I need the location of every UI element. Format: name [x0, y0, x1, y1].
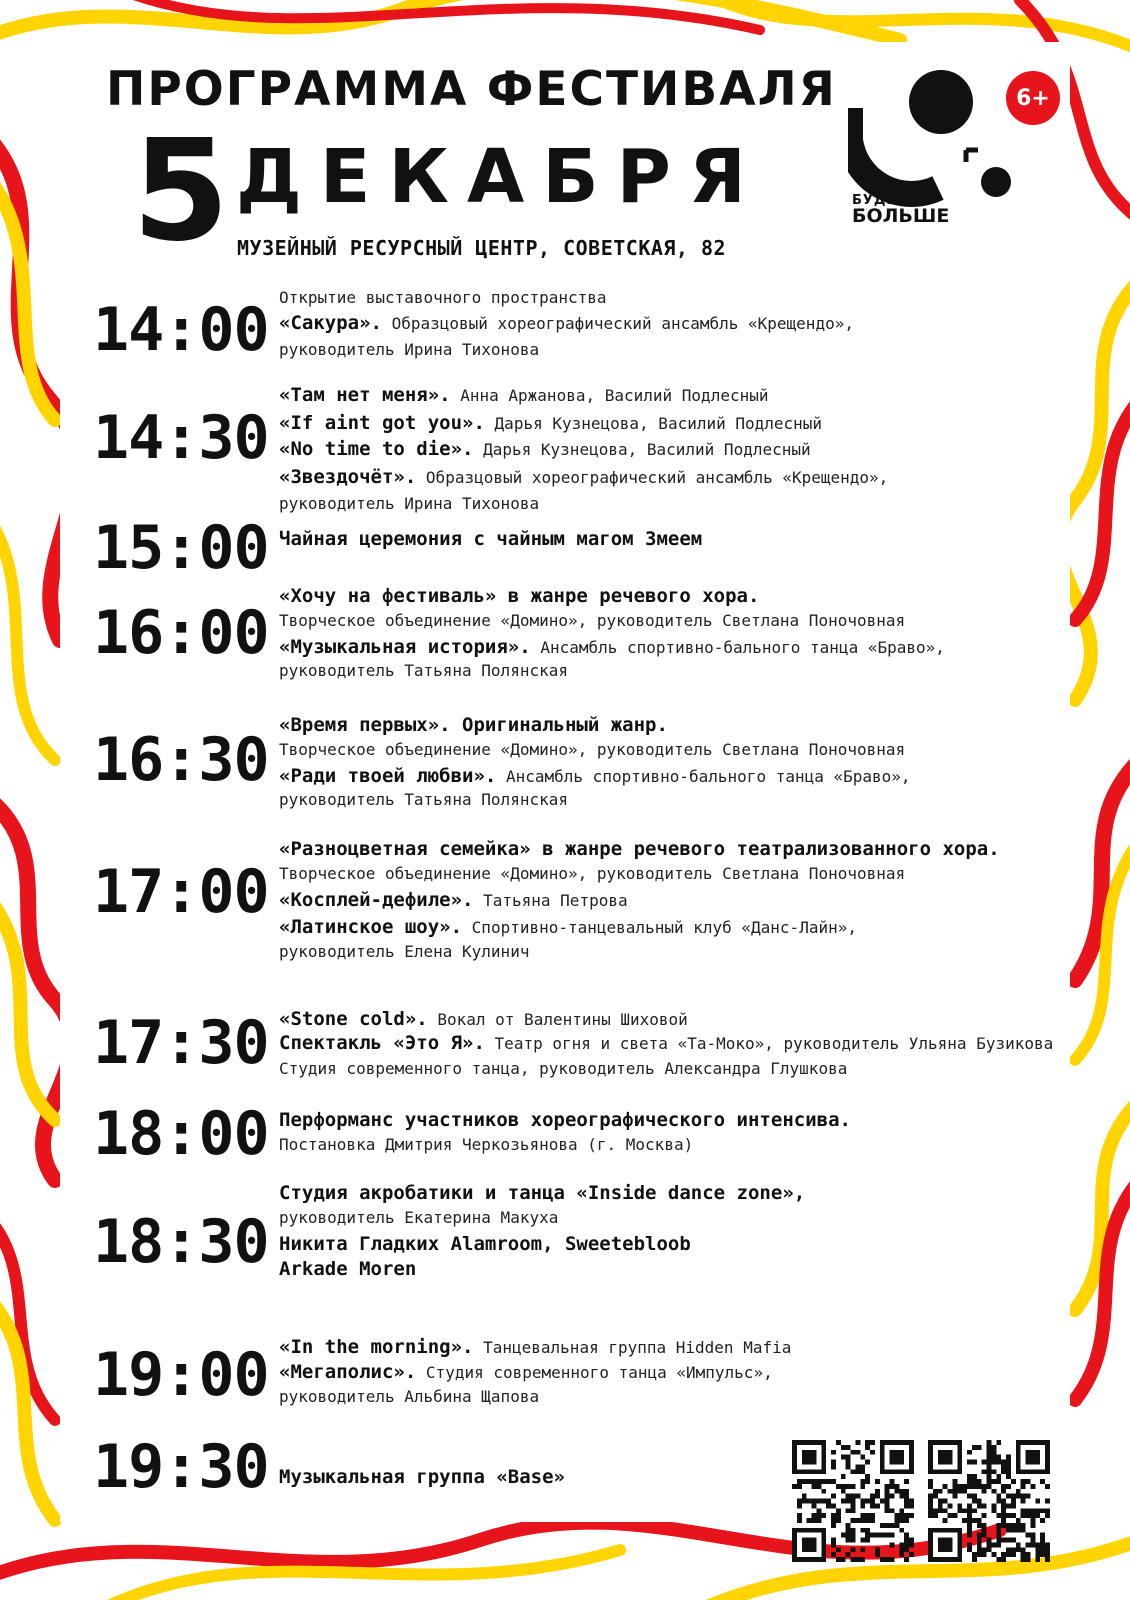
slot-time: 19:00: [93, 1340, 269, 1410]
program-item: [279, 1032, 1053, 1054]
program-item: [279, 1361, 773, 1383]
program-item: [279, 862, 905, 884]
slot-time: 18:30: [93, 1207, 269, 1277]
item-title: Музыкальная группа «Base»: [279, 1466, 565, 1488]
item-title: «No time to die».: [279, 438, 474, 460]
program-item: [279, 738, 905, 760]
program-item: [279, 1206, 558, 1228]
slot-time: 16:00: [93, 598, 269, 668]
program-item: [279, 412, 822, 434]
program-item: [279, 1385, 539, 1407]
program-item: [279, 889, 628, 911]
slot-time: 14:30: [93, 403, 269, 473]
program-item: [279, 466, 888, 488]
item-title: Arkade Moren: [279, 1258, 417, 1280]
program-item: [279, 1466, 565, 1488]
program-item: [279, 1133, 693, 1155]
program-item: [279, 438, 811, 460]
program-item: [279, 916, 857, 938]
item-title: «Разноцветная семейка» в жанре речевого театрализованного хора.: [279, 838, 1000, 860]
program-item: [279, 528, 702, 550]
item-title: «Время первых». Оригинальный жанр.: [279, 714, 668, 736]
item-title: «Ради твоей любви».: [279, 765, 497, 787]
program-item: [279, 765, 911, 787]
venue-address: МУЗЕЙНЫЙ РЕСУРСНЫЙ ЦЕНТР, СОВЕТСКАЯ, 82: [237, 236, 727, 260]
program-item: [279, 585, 759, 607]
item-description: Студия современного танца «Импульс»,: [425, 1363, 773, 1382]
program-item: [279, 636, 945, 658]
item-title: «Музыкальная история».: [279, 636, 531, 658]
slot-time: 18:00: [93, 1099, 269, 1169]
event-month: ДЕКАБРЯ: [236, 134, 764, 220]
item-title: «Звездочёт».: [279, 466, 417, 488]
program-item: [279, 1109, 851, 1131]
event-day: 5: [132, 110, 230, 273]
item-description: Вокал от Валентины Шиховой: [437, 1010, 688, 1029]
program-item: [279, 1258, 416, 1280]
item-title: «If aint got you».: [279, 412, 485, 434]
item-description: Творческое объединение «Домино», руководитель Светлана Поночовная: [279, 864, 906, 883]
page-title: ПРОГРАММА ФЕСТИВАЛЯ: [106, 62, 837, 117]
item-title: Студия акробатики и танца «Inside dance zone»,: [279, 1182, 806, 1204]
slot-time: 17:30: [93, 1008, 269, 1078]
item-description: Ансамбль спортивно-бального танца «Браво»,: [540, 638, 945, 657]
brand-line-2: БОЛЬШЕ: [852, 205, 950, 227]
item-description: Дарья Кузнецова, Василий Подлесный: [483, 440, 811, 459]
program-item: [279, 1057, 847, 1079]
item-description: руководитель Альбина Щапова: [279, 1387, 540, 1406]
program-item: [279, 384, 768, 406]
item-description: Образцовый хореографический ансамбль «Крещендо»,: [391, 314, 854, 333]
qr-code-icon: [928, 1440, 1050, 1562]
slot-time: 16:30: [93, 725, 269, 795]
item-title: «Косплей-дефиле».: [279, 889, 474, 911]
item-description: Танцевальная группа Hidden Mafia: [483, 1338, 792, 1357]
item-title: «Там нет меня».: [279, 384, 451, 406]
program-item: [279, 838, 1000, 860]
item-description: руководитель Елена Кулинич: [279, 942, 530, 961]
item-title: «Stone cold».: [279, 1008, 428, 1030]
item-title: «Сакура».: [279, 312, 382, 334]
program-item: [279, 940, 529, 962]
program-item: [279, 714, 668, 736]
item-description: Студия современного танца, руководитель Александра Глушкова: [279, 1059, 848, 1078]
item-description: Творческое объединение «Домино», руководитель Светлана Поночовная: [279, 611, 906, 630]
item-description: руководитель Татьяна Полянская: [279, 790, 568, 809]
item-title: «Хочу на фестиваль» в жанре речевого хора.: [279, 585, 760, 607]
program-item: [279, 312, 854, 334]
program-item: [279, 609, 905, 631]
slot-time: 19:30: [93, 1432, 269, 1502]
item-description: руководитель Ирина Тихонова: [279, 340, 540, 359]
item-title: «In the morning».: [279, 1336, 474, 1358]
item-description: Спортивно-танцевальный клуб «Данс-Лайн»,: [471, 918, 857, 937]
item-title: «Мегаполис».: [279, 1361, 417, 1383]
age-rating-badge: 6+: [1006, 71, 1060, 125]
slot-time: 17:00: [93, 857, 269, 927]
item-description: Театр огня и света «Та-Моко», руководитель Ульяна Бузикова: [494, 1034, 1054, 1053]
item-description: Образцовый хореографический ансамбль «Крещендо»,: [425, 468, 889, 487]
item-description: Татьяна Петрова: [483, 891, 628, 910]
program-item: [279, 286, 607, 308]
program-item: [279, 788, 568, 810]
item-description: руководитель Ирина Тихонова: [279, 494, 540, 513]
item-title: Спектакль «Это Я».: [279, 1032, 485, 1054]
item-description: Дарья Кузнецова, Василий Подлесный: [494, 414, 823, 433]
item-description: Ансамбль спортивно-бального танца «Браво»,: [505, 767, 911, 786]
item-description: Постановка Дмитрия Черкозьянова (г. Москва): [279, 1135, 694, 1154]
item-description: Открытие выставочного пространства: [279, 288, 607, 307]
program-item: [279, 659, 568, 681]
program-item: [279, 338, 539, 360]
item-description: Анна Аржанова, Василий Подлесный: [460, 386, 769, 405]
program-item: [279, 1182, 805, 1204]
slot-time: 15:00: [93, 513, 269, 583]
item-description: Творческое объединение «Домино», руководитель Светлана Поночовная: [279, 740, 906, 759]
qr-code-icon: [792, 1440, 914, 1562]
program-item: [279, 492, 539, 514]
brand-name: [852, 194, 949, 226]
item-description: руководитель Татьяна Полянская: [279, 661, 568, 680]
item-title: Никита Гладких Alamroom, Sweetebloob: [279, 1233, 691, 1255]
item-description: руководитель Екатерина Макуха: [279, 1208, 559, 1227]
item-title: Перформанс участников хореографического интенсива.: [279, 1109, 851, 1131]
item-title: «Латинское шоу».: [279, 916, 463, 938]
program-item: [279, 1233, 691, 1255]
program-item: [279, 1336, 791, 1358]
item-title: Чайная церемония с чайным магом Змеем: [279, 528, 703, 550]
brand-line-1: БУДЬ: [852, 193, 898, 208]
program-item: [279, 1008, 688, 1030]
slot-time: 14:00: [93, 295, 269, 365]
